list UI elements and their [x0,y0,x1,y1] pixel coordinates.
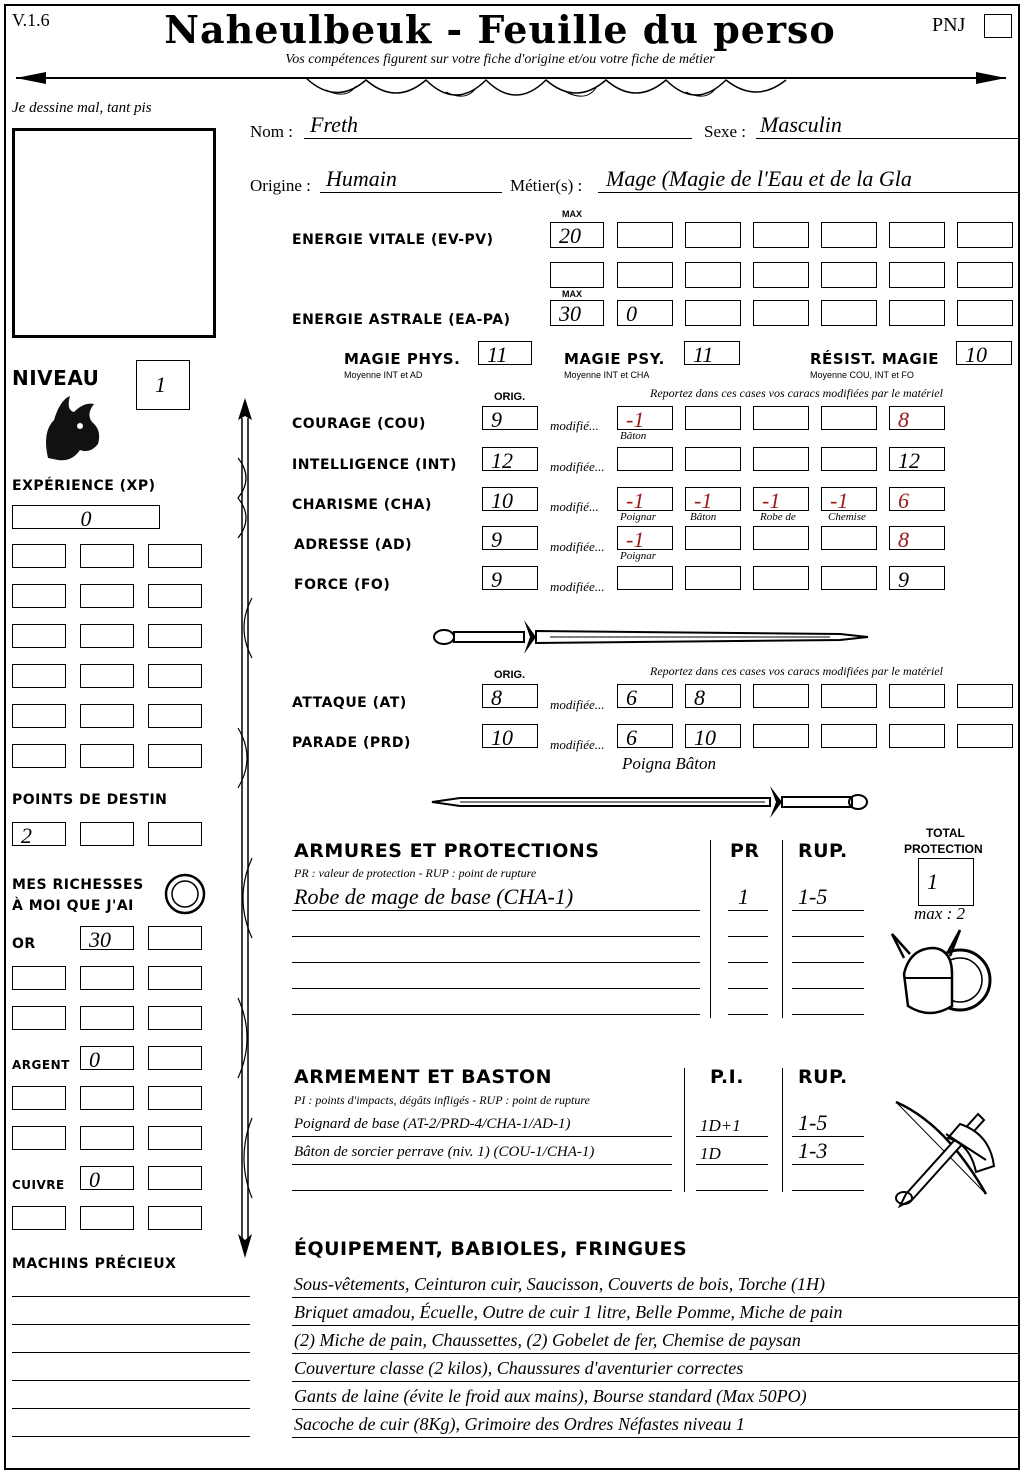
arme-name[interactable]: Bâton de sorcier perrave (niv. 1) (COU-1/CHA-1) [294,1144,595,1160]
armure-line[interactable] [792,988,864,989]
armement-divider [684,1068,685,1192]
armure-line[interactable] [728,936,768,937]
nom-underline [304,138,692,139]
richesses-label: À MOI QUE J'AI [12,898,134,914]
max-protection: max : 2 [914,904,965,923]
armement-title: ARMEMENT ET BASTON [294,1066,553,1088]
ea-max-box[interactable]: 30 [550,300,604,326]
arme-line [792,1136,864,1137]
magie-psy-note: Moyenne INT et CHA [564,370,650,380]
xp-box[interactable] [148,584,202,608]
arme-line[interactable] [292,1190,672,1191]
equipement-line[interactable]: Briquet amadou, Écuelle, Outre de cuir 1 litre, Belle Pomme, Miche de pain [294,1302,843,1322]
intelligence-mod-box[interactable] [617,447,673,471]
xp-box[interactable] [12,744,66,768]
xp-label: EXPÉRIENCE (XP) [12,478,156,494]
dragon-icon [36,392,106,464]
courage-label: COURAGE (COU) [292,416,426,432]
charisme-modif-label: modifié... [550,499,599,514]
metier-value[interactable]: Mage (Magie de l'Eau et de la Gla [606,166,912,191]
parade-box[interactable]: 6 [617,724,673,748]
argent-box[interactable]: 0 [80,1046,134,1070]
top-vine-ornament [6,66,1016,116]
equipement-underline [292,1353,1018,1354]
xp-box[interactable] [80,624,134,648]
portrait-caption: Je dessine mal, tant pis [12,100,152,116]
equipement-underline [292,1381,1018,1382]
or-box[interactable]: 30 [80,926,134,950]
cuivre-label: CUIVRE [12,1178,65,1192]
arme-line[interactable] [696,1190,768,1191]
or-label: OR [12,936,36,952]
attaque-box[interactable]: 6 [617,684,673,708]
cuivre-box[interactable] [148,1206,202,1230]
equipement-underline [292,1297,1018,1298]
sexe-label: Sexe : [704,122,747,141]
machins-line[interactable] [12,1380,250,1381]
charisme-mod-note: Poignar [620,511,657,523]
arme-line [696,1164,768,1165]
sexe-underline [756,138,1018,139]
xp-box[interactable] [80,544,134,568]
armure-line [728,910,768,911]
attaque-box[interactable] [889,684,945,708]
magie-psy-box[interactable]: 11 [684,341,740,365]
weapons-icon [886,1094,1004,1214]
intelligence-orig-box[interactable]: 12 [482,447,538,471]
arme-line [792,1164,864,1165]
armures-pr-header: PR [730,840,760,862]
arme-rup[interactable]: 1-5 [798,1110,828,1135]
xp-box[interactable] [148,704,202,728]
armure-rup[interactable]: 1-5 [798,884,828,909]
courage-mod-box[interactable] [753,406,809,430]
xp-box[interactable] [80,744,134,768]
nom-label: Nom : [250,122,293,141]
ea-box[interactable] [821,300,877,326]
xp-box[interactable] [148,664,202,688]
armure-line[interactable] [292,988,700,989]
armures-divider [782,840,783,1018]
xp-box[interactable] [80,584,134,608]
courage-mod-box[interactable]: -1 [617,406,673,430]
ea-box[interactable] [685,300,741,326]
attaque-box[interactable]: 8 [685,684,741,708]
metier-underline [598,192,1020,193]
magie-phys-box[interactable]: 11 [478,341,532,365]
xp-box[interactable] [12,584,66,608]
charisme-mod-note: Bâton [690,511,717,523]
attaque-orig-box[interactable]: 8 [482,684,538,708]
pnj-label: PNJ [932,14,966,36]
adresse-mod-note: Poignar [620,550,657,562]
xp-box[interactable] [80,704,134,728]
xp-box[interactable] [148,624,202,648]
ev-max-box[interactable]: 20 [550,222,604,248]
adresse-mod-box[interactable] [821,526,877,550]
magie-phys-note: Moyenne INT et AD [344,370,423,380]
parade-label: PARADE (PRD) [292,735,411,751]
intelligence-final-box[interactable]: 12 [889,447,945,471]
destin-box[interactable]: 2 [12,822,66,846]
parade-box[interactable] [957,724,1013,748]
combat-report-note: Reportez dans ces cases vos caracs modifiées par le matériel [650,664,943,678]
cuivre-box[interactable]: 0 [80,1166,134,1190]
niveau-label: NIVEAU [12,366,100,390]
or-box[interactable] [80,966,134,990]
origine-label: Origine : [250,176,311,195]
ea-box[interactable] [957,300,1013,326]
equipement-line[interactable]: (2) Miche de pain, Chaussettes, (2) Gobelet de fer, Chemise de paysan [294,1330,801,1350]
ev-label: ENERGIE VITALE (EV-PV) [292,232,494,248]
charisme-mod-note: Chemise [828,511,866,523]
ea-box[interactable] [753,300,809,326]
armures-title: ARMURES ET PROTECTIONS [294,840,600,862]
orig-label: ORIG. [494,391,526,403]
charisme-mod-box[interactable]: -1 [617,487,673,511]
armures-rup-header: RUP. [798,840,848,862]
parade-modif-label: modifiée... [550,737,605,752]
armure-line[interactable] [292,936,700,937]
destin-box[interactable] [80,822,134,846]
ev-box[interactable] [685,262,741,288]
ev-box[interactable] [685,222,741,248]
force-modif-label: modifiée... [550,579,605,594]
argent-label: ARGENT [12,1058,70,1072]
ea-label: ENERGIE ASTRALE (EA-PA) [292,312,511,328]
force-mod-box[interactable] [685,566,741,590]
force-mod-box[interactable] [617,566,673,590]
armure-line[interactable] [292,1014,700,1015]
xp-box[interactable] [12,544,66,568]
armure-line [292,910,700,911]
force-mod-box[interactable] [821,566,877,590]
arme-rup[interactable]: 1-3 [798,1138,828,1163]
charisme-label: CHARISME (CHA) [292,497,432,513]
resist-magie-box[interactable]: 10 [956,341,1012,365]
origine-underline [320,192,502,193]
destin-label: POINTS DE DESTIN [12,792,168,808]
arme-line [292,1164,672,1165]
parade-box[interactable] [753,724,809,748]
armure-line[interactable] [728,1014,768,1015]
resist-magie-note: Moyenne COU, INT et FO [810,370,914,380]
equipement-underline [292,1325,1018,1326]
richesses-label: MES RICHESSES [12,877,144,893]
destin-box[interactable] [148,822,202,846]
equipement-line[interactable]: Sous-vêtements, Ceinturon cuir, Saucisson, Couverts de bois, Torche (1H) [294,1274,825,1294]
courage-mod-note: Bâton [620,430,647,442]
argent-box[interactable] [12,1086,66,1110]
arme-pi[interactable]: 1D [700,1144,721,1163]
or-box[interactable] [148,1006,202,1030]
sword-icon [430,780,870,824]
arme-line [696,1136,768,1137]
xp-box[interactable]: 0 [12,505,160,529]
origine-value[interactable]: Humain [326,166,397,191]
intelligence-mod-box[interactable] [753,447,809,471]
equipement-line[interactable]: Couverture classe (2 kilos), Chaussures d'aventurier correctes [294,1358,744,1378]
or-box[interactable] [148,926,202,950]
armure-pr[interactable]: 1 [738,884,749,909]
resist-magie-label: RÉSIST. MAGIE [810,350,940,368]
magie-phys-label: MAGIE PHYS. [344,350,461,368]
argent-box[interactable] [12,1126,66,1150]
attaque-label: ATTAQUE (AT) [292,695,407,711]
armure-line [792,910,864,911]
ea-box[interactable] [889,300,945,326]
armement-rup-header: RUP. [798,1066,848,1088]
page-subtitle: Vos compétences figurent sur votre fiche d'origine et/ou votre fiche de métier [285,52,715,67]
intelligence-mod-box[interactable] [821,447,877,471]
argent-box[interactable] [148,1086,202,1110]
parade-box[interactable] [821,724,877,748]
charisme-final-box[interactable]: 6 [889,487,945,511]
total-label: PROTECTION [904,842,983,856]
charisme-mod-box[interactable]: -1 [821,487,877,511]
force-label: FORCE (FO) [294,577,391,593]
equipement-underline [292,1409,1018,1410]
sword-icon [430,612,870,662]
xp-box[interactable] [12,664,66,688]
force-orig-box[interactable]: 9 [482,566,538,590]
cuivre-box[interactable] [148,1166,202,1190]
parade-box[interactable] [889,724,945,748]
armure-name[interactable]: Robe de mage de base (CHA-1) [294,884,574,909]
nom-value[interactable]: Freth [310,112,359,137]
adresse-mod-box[interactable]: -1 [617,526,673,550]
combat-orig-label: ORIG. [494,669,526,681]
argent-box[interactable] [80,1086,134,1110]
total-label: TOTAL [926,826,965,840]
ev-box[interactable] [821,262,877,288]
pnj-checkbox[interactable] [984,14,1012,38]
arme-pi[interactable]: 1D+1 [700,1116,741,1135]
ev-box[interactable] [957,222,1013,248]
xp-box[interactable] [12,624,66,648]
xp-box[interactable] [12,704,66,728]
courage-orig-box[interactable]: 9 [482,406,538,430]
machins-line[interactable] [12,1408,250,1409]
ea-current-box[interactable]: 0 [617,300,673,326]
ev-box[interactable] [617,262,673,288]
machins-line[interactable] [12,1352,250,1353]
ev-box[interactable] [889,222,945,248]
machins-label: MACHINS PRÉCIEUX [12,1256,177,1272]
cuivre-box[interactable] [12,1206,66,1230]
stats-report-note: Reportez dans ces cases vos caracs modifiées par le matériel [650,386,943,400]
armure-line[interactable] [792,1014,864,1015]
or-box[interactable] [12,1006,66,1030]
portrait-box[interactable] [12,128,216,338]
or-box[interactable] [80,1006,134,1030]
intelligence-mod-box[interactable] [685,447,741,471]
helmet-shield-icon [890,928,1000,1028]
ev-box[interactable] [957,262,1013,288]
or-box[interactable] [12,966,66,990]
ev-box[interactable] [617,222,673,248]
argent-box[interactable] [148,1126,202,1150]
armure-line[interactable] [728,962,768,963]
version-label: V.1.6 [12,10,50,30]
ev-box[interactable] [753,222,809,248]
charisme-mod-box[interactable]: -1 [685,487,741,511]
coin-icon [162,872,208,916]
metier-label: Métier(s) : [510,176,583,195]
niveau-box[interactable]: 1 [136,360,190,410]
adresse-modif-label: modifiée... [550,539,605,554]
cuivre-box[interactable] [80,1206,134,1230]
parade-box[interactable]: 10 [685,724,741,748]
arme-line [292,1136,672,1137]
armement-divider [782,1068,783,1192]
page-title: Naheulbeuk - Feuille du perso [164,7,836,52]
force-mod-box[interactable] [753,566,809,590]
armures-note: PR : valeur de protection - RUP : point de rupture [294,866,537,880]
adresse-orig-box[interactable]: 9 [482,526,538,550]
ev-box[interactable] [753,262,809,288]
total-protection-box[interactable]: 1 [918,858,974,906]
force-final-box[interactable]: 9 [889,566,945,590]
ea-max-label: MAX [562,289,582,299]
machins-line[interactable] [12,1436,250,1437]
argent-box[interactable] [148,1046,202,1070]
charisme-mod-note: Robe de [760,511,796,523]
equipement-title: ÉQUIPEMENT, BABIOLES, FRINGUES [294,1238,688,1260]
or-box[interactable] [148,966,202,990]
combat-weapons-note: Poigna Bâton [622,754,716,773]
charisme-orig-box[interactable]: 10 [482,487,538,511]
parade-orig-box[interactable]: 10 [482,724,538,748]
intelligence-modif-label: modifiée... [550,459,605,474]
ev-box[interactable] [550,262,604,288]
adresse-label: ADRESSE (AD) [294,537,413,553]
ev-box[interactable] [821,222,877,248]
equipement-line[interactable]: Sacoche de cuir (8Kg), Grimoire des Ordres Néfastes niveau 1 [294,1414,745,1434]
courage-mod-box[interactable] [685,406,741,430]
ev-box[interactable] [889,262,945,288]
courage-final-box[interactable]: 8 [889,406,945,430]
armement-pi-header: P.I. [710,1066,744,1088]
charisme-mod-box[interactable]: -1 [753,487,809,511]
armure-line[interactable] [792,962,864,963]
armures-divider [710,840,711,1018]
intelligence-label: INTELLIGENCE (INT) [292,457,457,473]
machins-line[interactable] [12,1296,250,1297]
adresse-final-box[interactable]: 8 [889,526,945,550]
attaque-box[interactable] [957,684,1013,708]
magie-psy-label: MAGIE PSY. [564,350,665,368]
equipement-line[interactable]: Gants de laine (évite le froid aux mains), Bourse standard (Max 50PO) [294,1386,807,1406]
staff-icon [228,398,262,1258]
arme-line[interactable] [792,1190,864,1191]
argent-box[interactable] [80,1126,134,1150]
attaque-box[interactable] [753,684,809,708]
courage-mod-box[interactable] [821,406,877,430]
sexe-value[interactable]: Masculin [760,112,842,137]
courage-modif-label: modifié... [550,418,599,433]
armure-line[interactable] [292,962,700,963]
armure-line[interactable] [792,936,864,937]
armement-note: PI : points d'impacts, dégâts infligés - RUP : point de rupture [294,1093,590,1107]
xp-box[interactable] [148,544,202,568]
attaque-modif-label: modifiée... [550,697,605,712]
armure-line[interactable] [728,988,768,989]
attaque-box[interactable] [821,684,877,708]
adresse-mod-box[interactable] [685,526,741,550]
xp-box[interactable] [80,664,134,688]
machins-line[interactable] [12,1324,250,1325]
adresse-mod-box[interactable] [753,526,809,550]
arme-name[interactable]: Poignard de base (AT-2/PRD-4/CHA-1/AD-1) [294,1116,571,1132]
xp-box[interactable] [148,744,202,768]
ev-max-label: MAX [562,209,582,219]
equipement-underline [292,1437,1018,1438]
